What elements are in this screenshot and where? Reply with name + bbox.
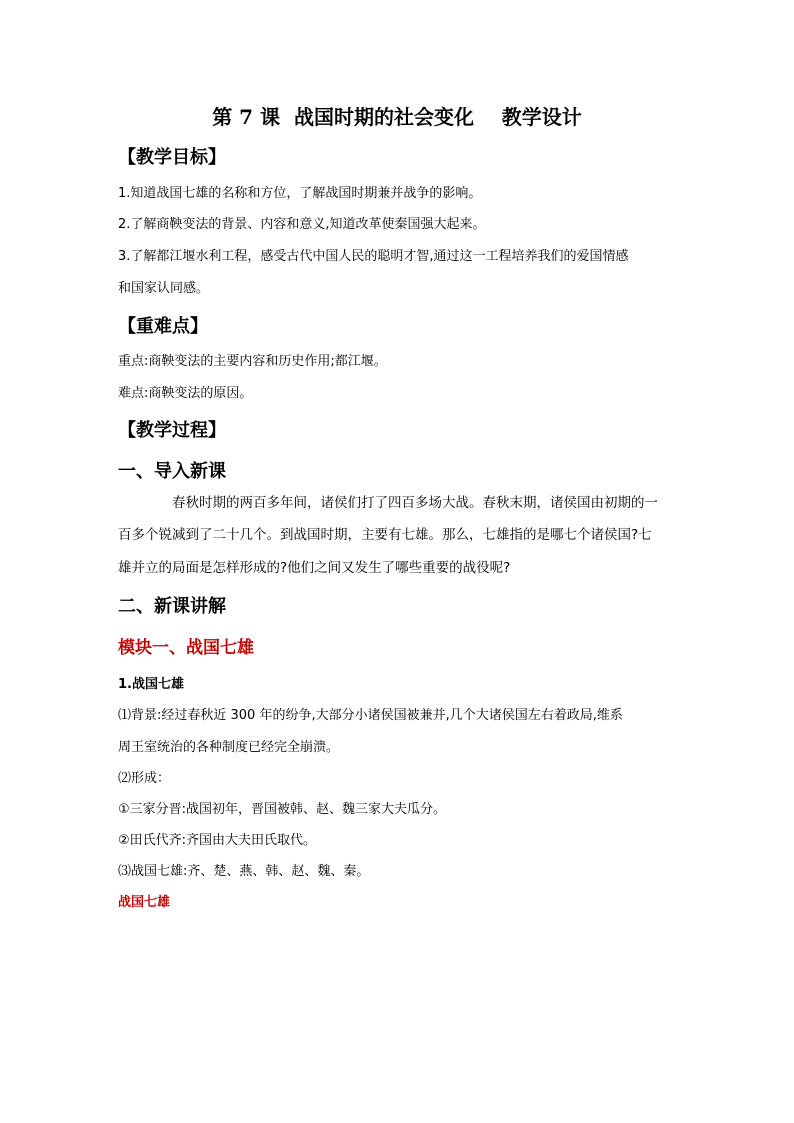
content-line: ⑶战国七雄:齐、楚、燕、韩、赵、魏、秦。 bbox=[118, 864, 370, 879]
intro-paragraph-line: 百多个锐减到了二十几个。到战国时期，主要有七雄。那么，七雄指的是哪七个诸侯国?七 bbox=[118, 527, 652, 543]
key-point-item: 重点:商鞅变法的主要内容和历史作用;都江堰。 bbox=[118, 354, 387, 369]
document-title: 第 7 课 战国时期的社会变化 教学设计 bbox=[212, 105, 582, 129]
content-line: ②田氏代齐:齐国由大夫田氏取代。 bbox=[118, 833, 317, 848]
objective-item: 3.了解都江堰水利工程，感受古代中国人民的聪明才智,通过这一工程培养我们的爱国情感 bbox=[118, 249, 629, 264]
content-line: 周王室统治的各种制度已经完全崩溃。 bbox=[118, 740, 340, 755]
subsection-heading: 1.战国七雄 bbox=[118, 677, 184, 692]
objective-item: 1.知道战国七雄的名称和方位，了解战国时期兼并战争的影响。 bbox=[118, 186, 482, 201]
module-heading: 模块一、战国七雄 bbox=[118, 638, 254, 658]
objective-item: 和国家认同感。 bbox=[118, 281, 210, 296]
map-label: 战国七雄 bbox=[118, 895, 171, 910]
key-points-heading: 【重难点】 bbox=[118, 316, 208, 337]
intro-paragraph-line: 雄并立的局面是怎样形成的?他们之间又发生了哪些重要的战役呢? bbox=[118, 560, 511, 576]
intro-paragraph-line: 春秋时期的两百多年间，诸侯们打了四百多场大战。春秋末期，诸侯国由初期的一 bbox=[172, 495, 658, 511]
key-point-item: 难点:商鞅变法的原因。 bbox=[118, 386, 253, 401]
objectives-heading: 【教学目标】 bbox=[118, 147, 226, 168]
content-line: ①三家分晋:战国初年，晋国被韩、赵、魏三家大夫瓜分。 bbox=[118, 802, 447, 817]
objective-item: 2.了解商鞅变法的背景、内容和意义,知道改革使秦国强大起来。 bbox=[118, 217, 486, 232]
content-line: ⑴背景:经过春秋近 300 年的纷争,大部分小诸侯国被兼并,几个大诸侯国左右着政局,维系 bbox=[118, 708, 623, 723]
intro-heading: 一、导入新课 bbox=[118, 461, 226, 482]
process-heading: 【教学过程】 bbox=[118, 420, 226, 441]
content-line: ⑵形成： bbox=[118, 771, 171, 786]
lecture-heading: 二、新课讲解 bbox=[118, 596, 226, 617]
